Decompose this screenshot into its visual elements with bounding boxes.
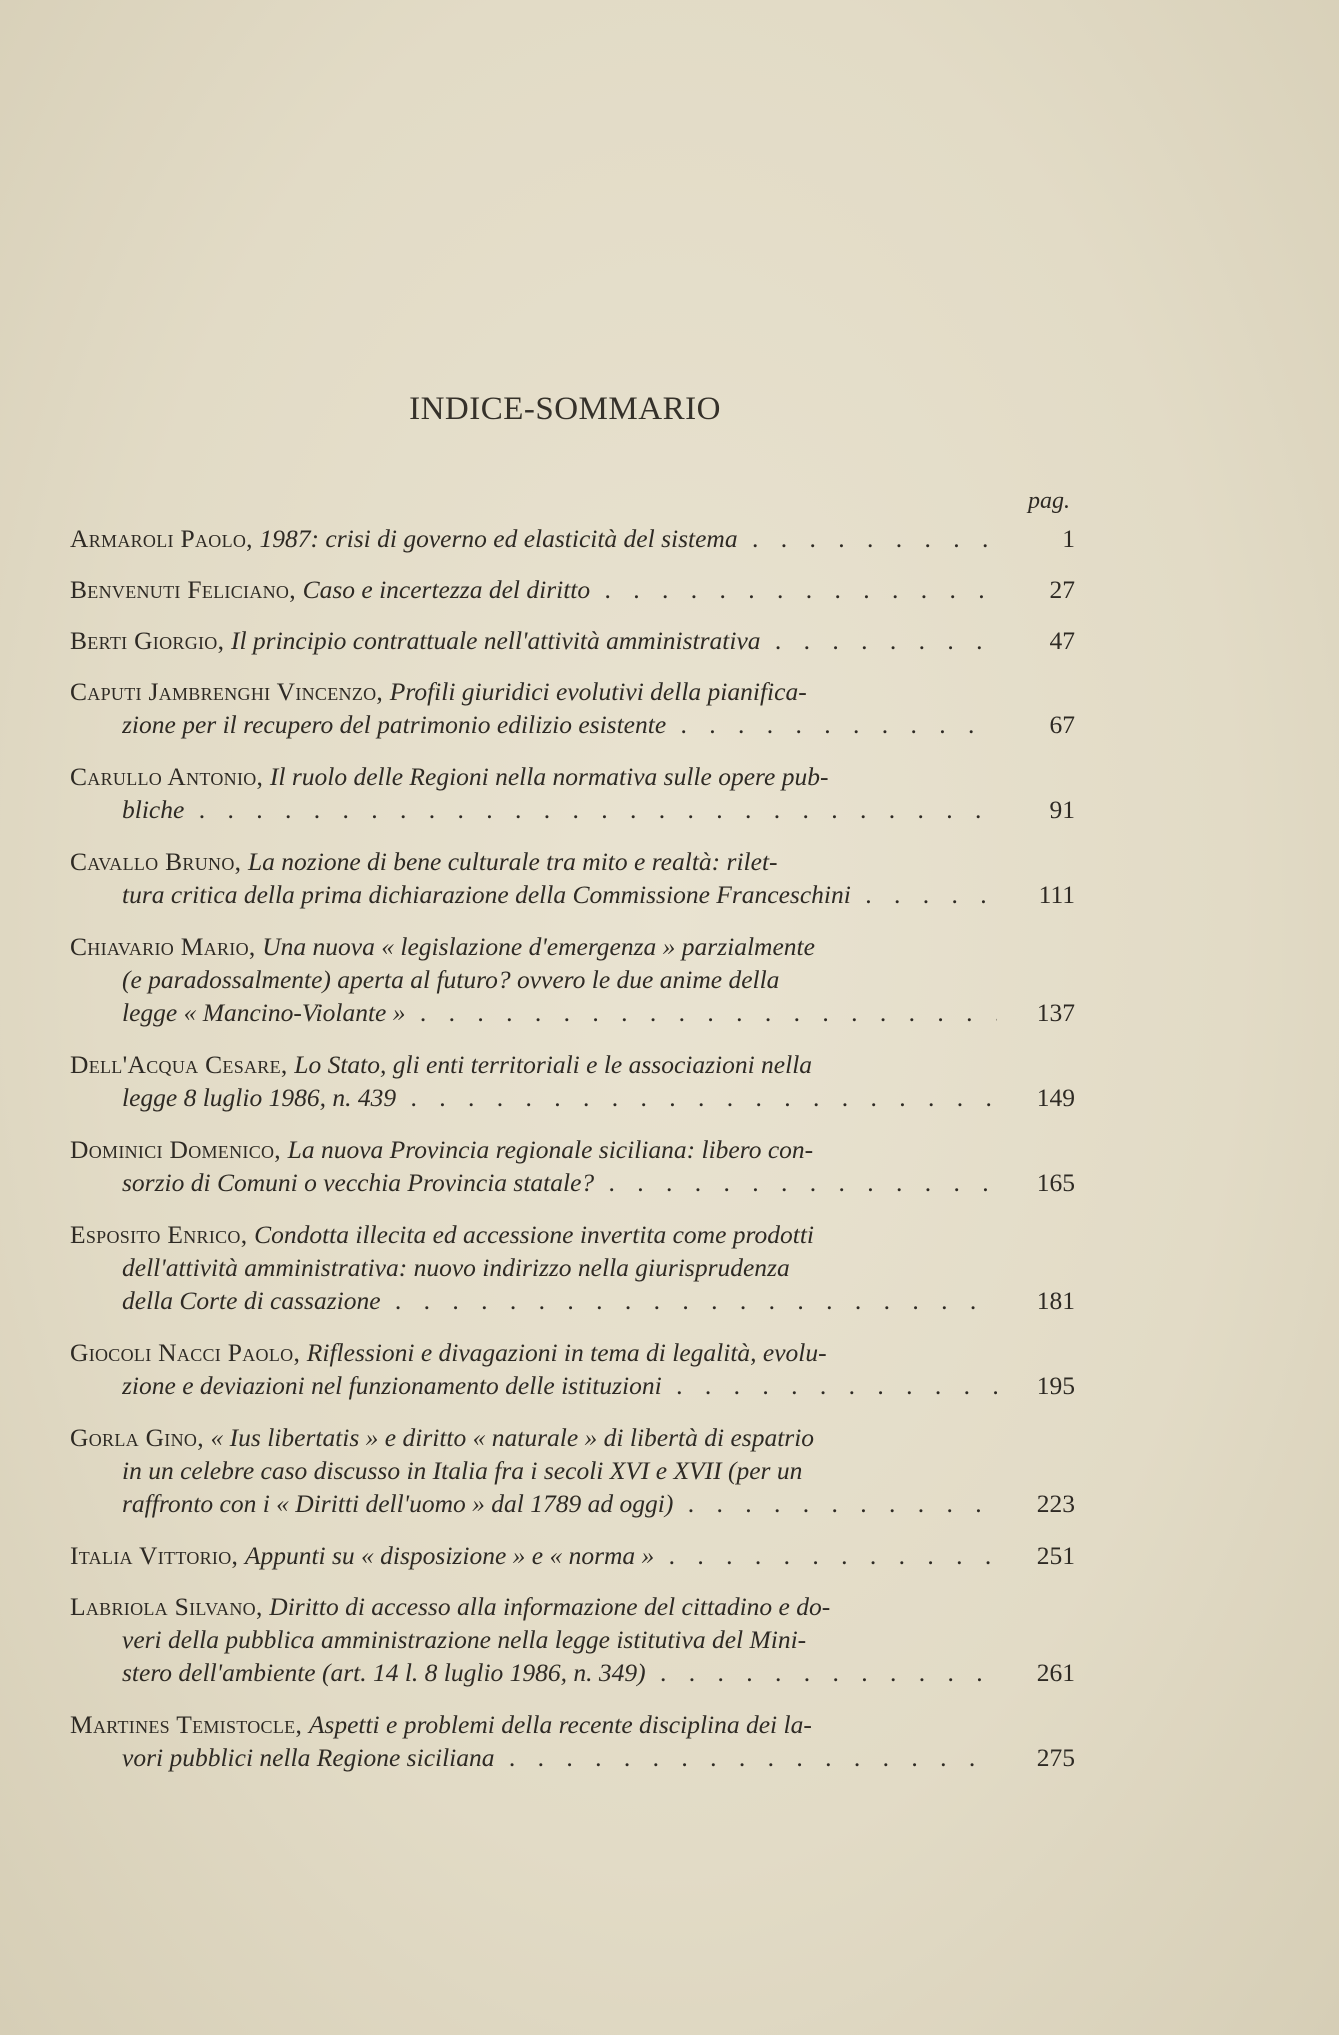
toc-entry-line <box>70 1590 1075 1623</box>
toc-title: Appunti su « disposizione » e « norma » <box>244 1541 655 1570</box>
toc-entry-line <box>70 878 1075 911</box>
toc-title: zione e deviazioni nel funzionamento delle istituzioni <box>122 1371 662 1400</box>
toc-entry-line <box>70 996 1075 1029</box>
toc-author: Italia Vittorio, <box>70 1541 245 1570</box>
toc-author: Martines Temistocle, <box>70 1710 309 1739</box>
toc-entry-line <box>70 1539 1075 1572</box>
toc-title: Condotta illecita ed accessione invertita come prodotti <box>254 1220 815 1249</box>
toc-author: Benvenuti Feliciano, <box>70 575 303 604</box>
toc-title: Riflessioni e divagazioni in tema di legalità, evolu- <box>306 1338 827 1367</box>
toc-author: Chiavario Mario, <box>70 932 263 961</box>
toc-author: Armaroli Paolo, <box>70 524 260 553</box>
toc-author: Berti Giorgio, <box>70 626 231 655</box>
toc-page-number: 137 <box>1036 998 1075 1027</box>
toc-entry-line <box>70 675 1075 708</box>
toc-entry <box>70 522 1075 555</box>
toc-entry-line <box>70 963 1075 996</box>
toc-title: Il ruolo delle Regioni nella normativa sulle opere pub- <box>269 762 829 791</box>
toc-entry-line <box>70 708 1075 741</box>
toc-entry <box>70 845 1075 911</box>
toc-author: Carullo Antonio, <box>70 762 270 791</box>
toc-title: Il principio contrattuale nell'attività amministrativa <box>230 626 761 655</box>
toc-title: Diritto di accesso alla informazione del cittadino e do- <box>269 1592 831 1621</box>
toc-entry-line <box>70 1133 1075 1166</box>
toc-entry-line <box>70 624 1075 657</box>
toc-author: Labriola Silvano, <box>70 1592 270 1621</box>
toc-entry-line <box>70 1421 1075 1454</box>
toc-entry-line <box>70 793 1075 826</box>
toc-entry <box>70 1133 1075 1199</box>
page-title: INDICE-SOMMARIO <box>409 391 721 427</box>
toc-page-number: 47 <box>1049 626 1075 655</box>
toc-entry-line <box>70 1336 1075 1369</box>
toc-entry-line <box>70 930 1075 963</box>
toc-entry-line <box>70 1623 1075 1656</box>
toc-entry-line <box>70 1048 1075 1081</box>
toc-page-number: 261 <box>1036 1658 1075 1687</box>
toc-entry <box>70 1218 1075 1317</box>
toc-title: legge « Mancino-Violante » <box>122 998 406 1027</box>
toc-title: della Corte di cassazione <box>122 1286 381 1315</box>
toc-entry-line <box>70 1369 1075 1402</box>
toc-page-number: 251 <box>1036 1541 1075 1570</box>
toc-author: Gorla Gino, <box>70 1423 211 1452</box>
toc-author: Esposito Enrico, <box>70 1220 255 1249</box>
toc-entry-line <box>70 1284 1075 1317</box>
toc-entry-line <box>70 1708 1075 1741</box>
toc-title: stero dell'ambiente (art. 14 l. 8 luglio 1986, n. 349) <box>122 1658 646 1687</box>
toc-entry-line <box>70 522 1075 555</box>
toc-title: vori pubblici nella Regione siciliana <box>122 1743 495 1772</box>
toc-page-number: 181 <box>1036 1286 1075 1315</box>
toc-page-number: 111 <box>1038 880 1075 909</box>
toc-title: La nozione di bene culturale tra mito e realtà: rilet- <box>248 847 778 876</box>
toc-title: Una nuova « legislazione d'emergenza » parzialmente <box>262 932 815 961</box>
toc-title: Profili giuridici evolutivi della pianifica- <box>389 677 807 706</box>
toc-entry <box>70 675 1075 741</box>
toc-page-number: 195 <box>1036 1371 1075 1400</box>
toc-title: veri della pubblica amministrazione nella legge istitutiva del Mini- <box>122 1625 807 1654</box>
toc-author: Dell'Acqua Cesare, <box>70 1050 295 1079</box>
toc-entry <box>70 573 1075 606</box>
toc-page-number: 67 <box>1049 710 1075 739</box>
toc-author: Giocoli Nacci Paolo, <box>70 1338 307 1367</box>
toc-title: bliche <box>122 795 185 824</box>
toc-title: sorzio di Comuni o vecchia Provincia statale? <box>122 1168 595 1197</box>
toc-page-number: 27 <box>1049 575 1075 604</box>
toc-title: Lo Stato, gli enti territoriali e le associazioni nella <box>294 1050 813 1079</box>
toc-entry <box>70 624 1075 657</box>
toc-title: raffronto con i « Diritti dell'uomo » dal 1789 ad oggi) <box>122 1489 674 1518</box>
toc-entry <box>70 1421 1075 1520</box>
toc-page-number: 1 <box>1062 524 1075 553</box>
toc-title: La nuova Provincia regionale siciliana: libero con- <box>287 1135 814 1164</box>
toc-entry-line <box>70 1656 1075 1689</box>
toc-entry <box>70 1708 1075 1774</box>
toc-page-number: 275 <box>1036 1743 1075 1772</box>
toc-entry-line <box>70 1218 1075 1251</box>
toc-title: zione per il recupero del patrimonio edilizio esistente <box>122 710 667 739</box>
toc-title: (e paradossalmente) aperta al futuro? ovvero le due anime della <box>122 965 780 994</box>
page-column-label: pag. <box>1028 488 1070 514</box>
toc-author: Dominici Domenico, <box>70 1135 288 1164</box>
toc-entry <box>70 930 1075 1029</box>
toc-title: 1987: crisi di governo ed elasticità del sistema <box>259 524 738 553</box>
toc-entry-line <box>70 1454 1075 1487</box>
toc-entry-line <box>70 1741 1075 1774</box>
toc-entry <box>70 1336 1075 1402</box>
toc-entry <box>70 1048 1075 1114</box>
toc-entry-line <box>70 573 1075 606</box>
toc-entry-line <box>70 1081 1075 1114</box>
toc-title: in un celebre caso discusso in Italia fra i secoli XVI e XVII (per un <box>122 1456 803 1485</box>
toc-author: Cavallo Bruno, <box>70 847 248 876</box>
toc-entry <box>70 1539 1075 1572</box>
toc-title: Caso e incertezza del diritto <box>302 575 591 604</box>
toc-entry-line <box>70 845 1075 878</box>
toc-page-number: 165 <box>1036 1168 1075 1197</box>
toc-title: Aspetti e problemi della recente disciplina dei la- <box>308 1710 812 1739</box>
toc-page-number: 91 <box>1049 795 1075 824</box>
toc-title: dell'attività amministrativa: nuovo indirizzo nella giurisprudenza <box>122 1253 790 1282</box>
toc-entry-line <box>70 1487 1075 1520</box>
toc-entry <box>70 760 1075 826</box>
toc-title: tura critica della prima dichiarazione della Commissione Franceschini <box>122 880 851 909</box>
toc-page-number: 149 <box>1036 1083 1075 1112</box>
toc-entry-line <box>70 1251 1075 1284</box>
toc-author: Caputi Jambrenghi Vincenzo, <box>70 677 390 706</box>
toc-page-number: 223 <box>1036 1489 1075 1518</box>
toc-title: legge 8 luglio 1986, n. 439 <box>122 1083 397 1112</box>
toc-entry <box>70 1590 1075 1689</box>
toc-entry-line <box>70 760 1075 793</box>
toc-entry-line <box>70 1166 1075 1199</box>
toc-title: « Ius libertatis » e diritto « naturale » di libertà di espatrio <box>210 1423 815 1452</box>
